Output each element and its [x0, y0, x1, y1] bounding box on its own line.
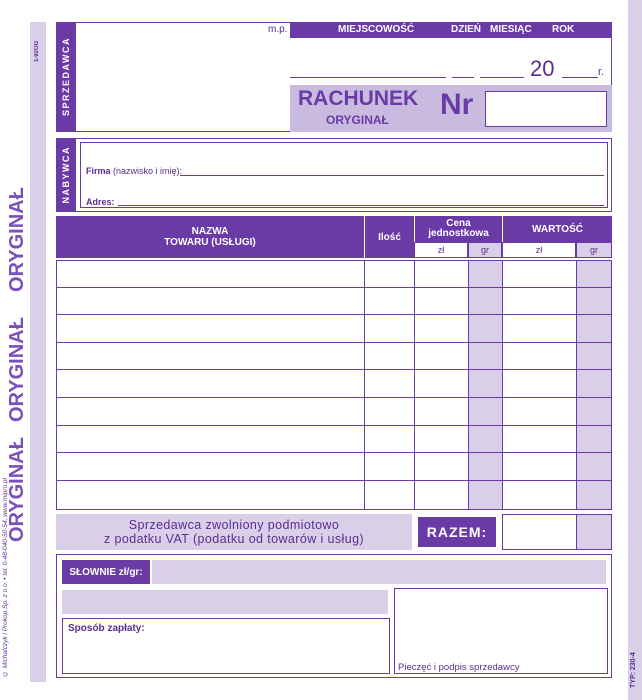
- total-zl-field[interactable]: [502, 514, 578, 550]
- col-qty-header: [364, 216, 414, 258]
- table-row[interactable]: [56, 370, 612, 398]
- year-suffix: r.: [598, 66, 605, 78]
- side-banner-3: ORYGINAŁ: [6, 437, 28, 542]
- col-qty-label: Ilość: [378, 231, 401, 243]
- vat-note-line2: z podatku VAT (podatku od towarów i usług): [104, 532, 364, 546]
- col-divider-qty: [364, 260, 365, 510]
- extra-field[interactable]: [62, 590, 388, 614]
- side-banner-2: ORYGINAŁ: [6, 317, 28, 422]
- side-strip: [2, 22, 50, 682]
- col-name-line2: TOWARU (USŁUGI): [164, 237, 256, 248]
- place-line[interactable]: [290, 77, 446, 78]
- address-label: Adres:: [86, 197, 115, 207]
- address-line[interactable]: [118, 205, 604, 206]
- day-label: DZIEŃ: [451, 24, 481, 35]
- total-label: RAZEM:: [426, 524, 488, 540]
- table-row[interactable]: [56, 343, 612, 370]
- col-name-line1: NAZWA: [191, 226, 229, 237]
- right-edge-strip: [628, 0, 642, 700]
- col-value-header: [502, 216, 612, 242]
- table-row[interactable]: [56, 481, 612, 510]
- price-gr-label: gr: [480, 245, 489, 255]
- value-gr-header: [576, 242, 612, 258]
- side-banner-1: ORYGINAŁ: [6, 187, 28, 292]
- payment-label: Sposób zapłaty:: [68, 623, 145, 634]
- col-value-label: WARTOŚĆ: [532, 223, 583, 235]
- table-body: [56, 260, 612, 510]
- words-label: SŁOWNIE zł/gr:: [69, 566, 143, 578]
- total-gr-field[interactable]: [576, 514, 612, 550]
- col-divider-value-gr: [576, 260, 577, 510]
- buyer-label-bar: [56, 138, 76, 212]
- col-price-line1: Cena: [446, 218, 471, 229]
- value-zl-label: zł: [535, 245, 543, 255]
- col-price-line2: jednostkowa: [428, 228, 489, 239]
- table-row[interactable]: [56, 398, 612, 426]
- signature-label: Pieczęć i podpis sprzedawcy: [398, 662, 520, 673]
- price-gr-header: [468, 242, 502, 258]
- year-line[interactable]: [562, 77, 598, 78]
- words-label-box: [62, 560, 150, 584]
- place-label: MIEJSCOWOŚĆ: [338, 24, 415, 35]
- seller-label: SPRZEDAWCA: [61, 37, 71, 117]
- invoice-number-field[interactable]: [485, 91, 607, 127]
- buyer-label: NABYWCA: [61, 146, 71, 204]
- firma-label-row: [86, 166, 182, 176]
- table-row[interactable]: [56, 260, 612, 288]
- publisher-info: © Michalczyk i Prokop Sp. z o.o. • tel. 0-48-040-50-54, www.mipro.pl: [2, 478, 9, 677]
- value-zl-header: [502, 242, 576, 258]
- col-divider-value: [502, 260, 503, 510]
- price-zl-header: [414, 242, 468, 258]
- form-code: 1-92OG: [34, 40, 40, 62]
- table-row[interactable]: [56, 426, 612, 453]
- words-field[interactable]: [152, 560, 606, 584]
- firma-line[interactable]: [180, 175, 604, 176]
- invoice-title: RACHUNEK: [298, 87, 419, 110]
- table-row[interactable]: [56, 315, 612, 343]
- year-prefix: 20: [530, 56, 555, 81]
- vat-note-line1: Sprzedawca zwolniony podmiotowo: [128, 518, 340, 532]
- month-line[interactable]: [480, 77, 524, 78]
- place-date-header: [290, 22, 612, 38]
- type-code: TYP: 230-4: [630, 652, 637, 688]
- invoice-nr-label: Nr: [440, 88, 474, 121]
- price-zl-label: zł: [437, 245, 445, 255]
- year-label: ROK: [552, 24, 575, 35]
- col-divider-price-gr: [468, 260, 469, 510]
- invoice-subtitle: ORYGINAŁ: [326, 113, 389, 127]
- table-row[interactable]: [56, 453, 612, 481]
- mp-label: m.p.: [268, 24, 288, 35]
- side-color-band: [30, 22, 46, 682]
- col-price-header: [414, 216, 502, 242]
- total-label-box: [418, 517, 496, 547]
- table-row[interactable]: [56, 288, 612, 315]
- firma-hint: (nazwisko i imię):: [113, 166, 183, 176]
- seller-label-bar: [56, 22, 76, 132]
- day-line[interactable]: [452, 77, 474, 78]
- col-name-header: [56, 216, 364, 258]
- month-label: MIESIĄC: [490, 24, 532, 35]
- firma-label: Firma: [86, 166, 111, 176]
- vat-note-box: [56, 514, 412, 550]
- col-divider-price: [414, 260, 415, 510]
- value-gr-label: gr: [589, 245, 598, 255]
